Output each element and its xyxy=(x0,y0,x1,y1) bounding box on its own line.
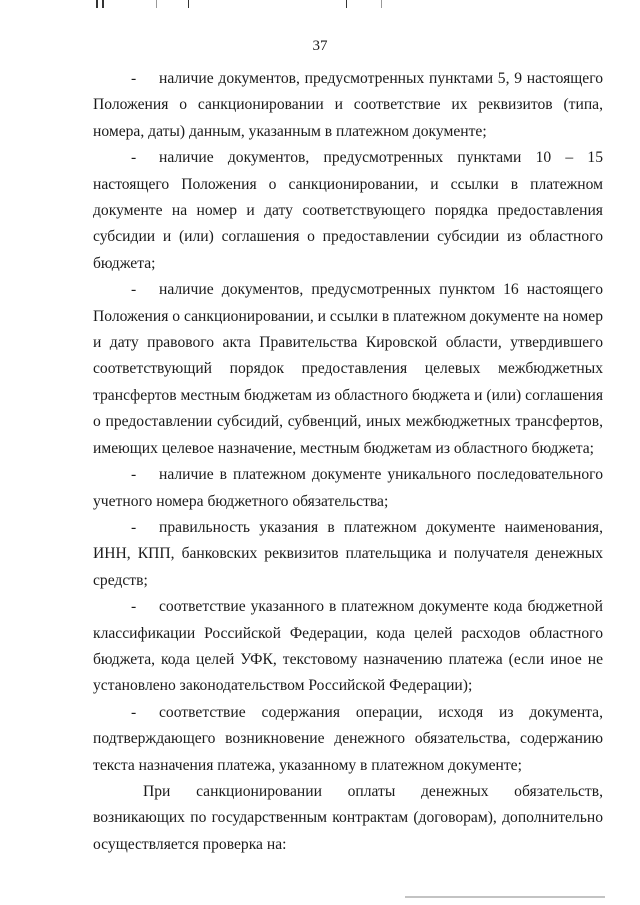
list-dash: - xyxy=(131,703,137,721)
list-item xyxy=(93,700,603,779)
list-item xyxy=(93,145,603,277)
list-item-text: соответствие указанного в платежном документе кода бюджетной классификации Российской Федерации, кода целей расходов областного бюджета, кода целей УФК, текстовому назначению платежа (если иное не установлено законодательством Российской Федерации); xyxy=(93,598,603,695)
list-dash: - xyxy=(131,598,137,616)
final-paragraph: При санкционировании оплаты денежных обязательств, возникающих по государственным контрактам (договорам), дополнительно осуществляется проверка на: xyxy=(93,782,603,853)
list-item-text: наличие в платежном документе уникального последовательного учетного номера бюджетного обязательства; xyxy=(93,466,603,510)
list-dash: - xyxy=(131,70,137,87)
list-item xyxy=(93,462,603,515)
list-item xyxy=(93,277,603,462)
document-body xyxy=(93,66,603,858)
list-dash: - xyxy=(131,466,137,484)
page-number: 37 xyxy=(312,38,328,54)
list-dash: - xyxy=(131,149,137,167)
list-item xyxy=(93,594,603,700)
list-item-text: наличие документов, предусмотренных пунктами 10 – 15 настоящего Положения о санкционировании, и ссылки в платежном документе на номер и дату соответствующего порядка предоставления субсидии и (или) соглашения о предоставлении субсидии из областного бюджета; xyxy=(93,149,603,272)
scan-artifact-top xyxy=(96,0,426,8)
list-item-text: соответствие содержания операции, исходя из документа, подтверждающего возникновение денежного обязательства, содержанию текста назначения платежа, указанному в платежном документе; xyxy=(93,703,603,774)
list-item-text: правильность указания в платежном документе наименования, ИНН, КПП, банковских реквизитов плательщика и получателя денежных средств; xyxy=(93,518,603,589)
list-item-text: наличие документов, предусмотренных пунктами 5, 9 настоящего Положения о санкционировании и соответствие их реквизитов (типа, номера, даты) данным, указанным в платежном документе; xyxy=(93,70,603,140)
scan-artifact-bottom xyxy=(405,896,605,898)
list-dash: - xyxy=(131,518,137,536)
list-item xyxy=(93,66,603,145)
list-item xyxy=(93,515,603,594)
list-item-text: наличие документов, предусмотренных пунктом 16 настоящего Положения о санкционировании, и ссылки в платежном документе на номер и дату правового акта Правительства Кировской области, утвердившего соответствующий порядок предоставления целевых межбюджетных трансфертов местным бюджетам из областного бюджета и (или) соглашения о предоставлении субсидий, субвенций, иных межбюджетных трансфертов, имеющих целевое назначение, местным бюджетам из областного бюджета; xyxy=(93,281,603,457)
list-dash: - xyxy=(131,281,137,299)
